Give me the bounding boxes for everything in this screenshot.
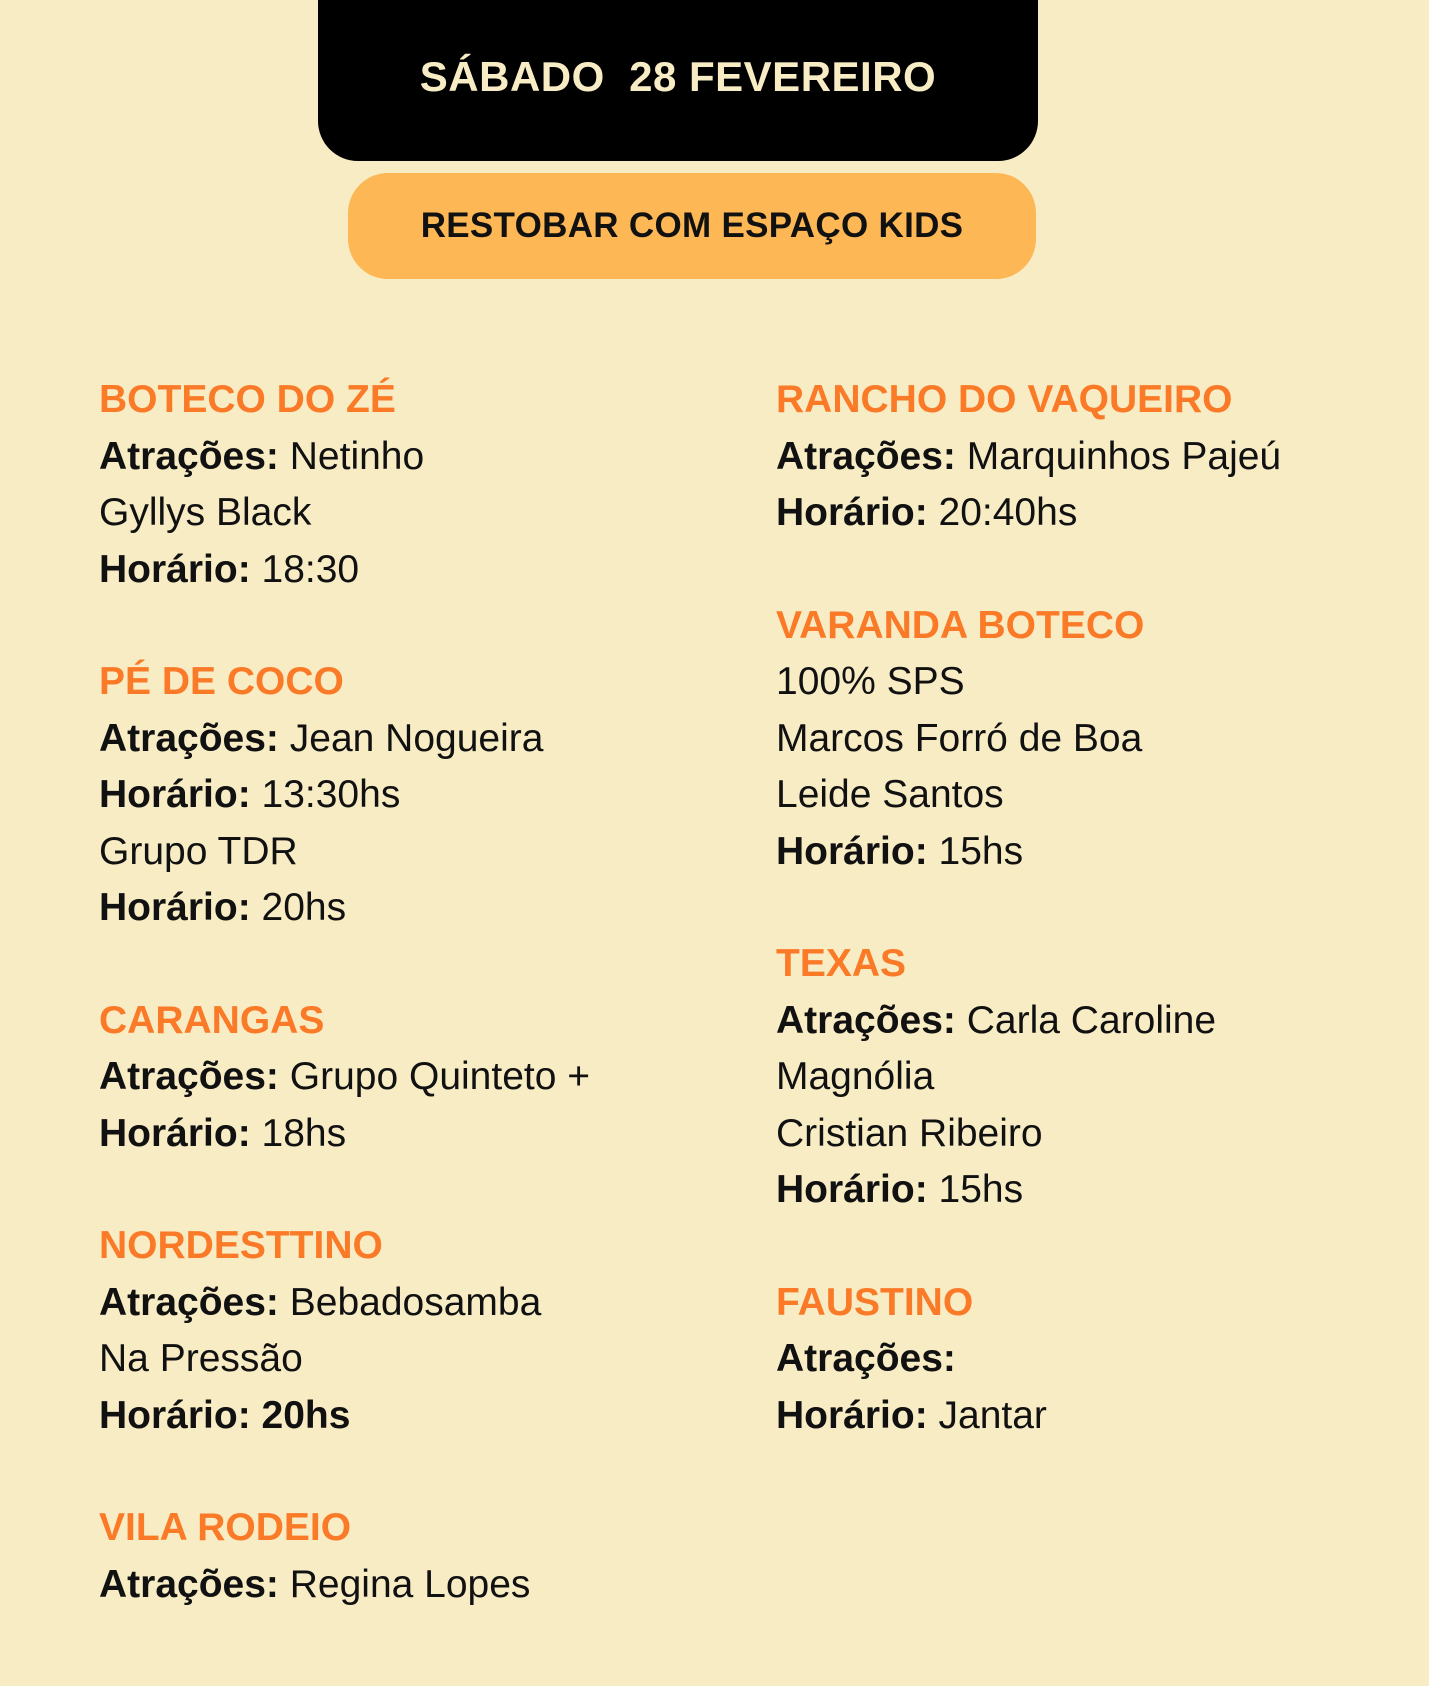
date-header: [318, 0, 1038, 161]
schedule-value: 20hs: [261, 1393, 351, 1437]
attraction-value: Netinho: [289, 434, 425, 478]
schedule-label: Horário:: [99, 1111, 251, 1155]
schedule-label: Horário:: [99, 886, 251, 929]
venue-title: TEXAS: [776, 942, 907, 985]
schedule-label: Horário:: [776, 491, 928, 534]
schedule-value: 13:30hs: [261, 773, 401, 816]
attraction-extra: Grupo TDR: [99, 829, 298, 873]
venue-texas: [776, 936, 1416, 1219]
attraction-extra: Marcos Forró de Boa: [776, 716, 1143, 760]
schedule-value: 20hs: [261, 886, 347, 929]
right-column: [776, 372, 1416, 1500]
attractions-label: Atrações:: [776, 1337, 956, 1380]
attraction-value: Jean Nogueira: [289, 716, 544, 760]
attractions-line: [99, 1557, 739, 1614]
schedule-value: 18:30: [261, 547, 360, 591]
left-column: [99, 372, 739, 1669]
attractions-label: Atrações:: [99, 1280, 279, 1324]
venue-varanda-boteco: [776, 598, 1416, 881]
venue-title: CARANGAS: [99, 998, 325, 1042]
schedule-value: 18hs: [261, 1111, 347, 1155]
attractions-label: Atrações:: [776, 434, 956, 478]
schedule-line: [99, 1388, 739, 1445]
schedule-line: [776, 824, 1416, 881]
restobar-label: RESTOBAR COM ESPAÇO KIDS: [420, 206, 964, 245]
venue-faustino: [776, 1275, 1416, 1445]
date-title: SÁBADO 28 FEVEREIRO: [419, 52, 937, 100]
venue-pe-de-coco: [99, 654, 739, 937]
venue-title: RANCHO DO VAQUEIRO: [776, 378, 1233, 421]
attraction-value: Carla Caroline: [966, 998, 1217, 1042]
attractions-line: [776, 1331, 1416, 1388]
attraction-value: Bebadosamba: [289, 1280, 542, 1324]
venue-title: BOTECO DO ZÉ: [99, 378, 396, 421]
attraction-extra: Leide Santos: [776, 773, 1004, 816]
attractions-line: [776, 429, 1416, 486]
venue-title: VILA RODEIO: [99, 1506, 352, 1549]
venue-rancho-do-vaqueiro: [776, 372, 1416, 542]
schedule-line: [776, 1162, 1416, 1219]
attraction-extra: Gyllys Black: [99, 491, 312, 534]
schedule-label: Horário:: [99, 547, 251, 591]
venue-nordesttino: [99, 1218, 739, 1444]
schedule-label: Horário:: [776, 829, 928, 873]
attraction-value: Grupo Quinteto +: [289, 1055, 591, 1098]
attractions-label: Atrações:: [99, 434, 279, 478]
venue-title: VARANDA BOTECO: [776, 603, 1145, 647]
venue-title: PÉ DE COCO: [99, 660, 344, 703]
attractions-line: [99, 1275, 739, 1332]
attractions-line: [99, 1049, 739, 1106]
venue-title: FAUSTINO: [776, 1280, 974, 1324]
schedule-line: [776, 1388, 1416, 1445]
schedule-label: Horário:: [776, 1393, 928, 1437]
schedule-value: 15hs: [938, 1168, 1024, 1211]
attractions-label: Atrações:: [99, 716, 279, 760]
attraction-extra: 100% SPS: [776, 660, 965, 703]
venue-vila-rodeio: [99, 1500, 739, 1613]
attractions-label: Atrações:: [776, 998, 956, 1042]
schedule-line: [99, 1106, 739, 1163]
schedule-label: Horário:: [776, 1168, 928, 1211]
attractions-line: [776, 993, 1416, 1050]
schedule-label: Horário:: [99, 773, 251, 816]
venue-title: NORDESTTINO: [99, 1224, 383, 1267]
attraction-extra: Magnólia: [776, 1055, 935, 1098]
schedule-label: Horário:: [99, 1393, 251, 1437]
schedule-line: [776, 485, 1416, 542]
attraction-value: Regina Lopes: [289, 1562, 531, 1606]
attractions-line: [99, 711, 739, 768]
restobar-banner: [348, 173, 1036, 279]
schedule-line: [99, 542, 739, 599]
attraction-extra: Cristian Ribeiro: [776, 1111, 1043, 1155]
attractions-label: Atrações:: [99, 1562, 279, 1606]
schedule-value: 20:40hs: [938, 491, 1078, 534]
attractions-line: [99, 429, 739, 486]
schedule-line: [99, 767, 739, 824]
schedule-line: [99, 880, 739, 937]
attractions-label: Atrações:: [99, 1055, 279, 1098]
attraction-value: Marquinhos Pajeú: [966, 434, 1282, 478]
attraction-extra: Na Pressão: [99, 1337, 303, 1380]
schedule-value: Jantar: [938, 1393, 1047, 1437]
schedule-value: 15hs: [938, 829, 1024, 873]
venue-boteco-do-ze: [99, 372, 739, 598]
venue-carangas: [99, 993, 739, 1163]
